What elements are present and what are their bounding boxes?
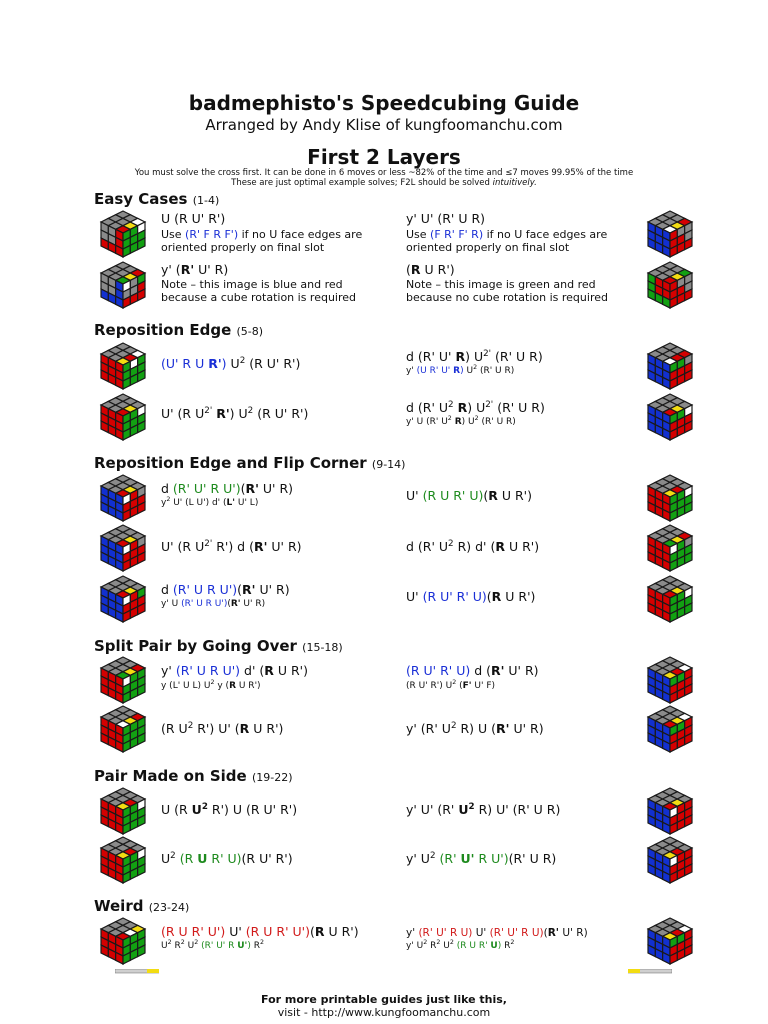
case-1-alg: U (R U' R') — [161, 211, 226, 226]
section-pair-made-on-side: Pair Made on Side (19-22) — [94, 767, 293, 785]
cube-diagram-icon — [646, 393, 694, 441]
case-12-alg: d (R' $U^2$ R) d' (R U R') — [406, 538, 540, 554]
cube-diagram-icon — [99, 261, 147, 309]
ruler-left-icon — [115, 969, 159, 975]
case-24-alt: y' $U^2$ $R^2$ $U^2$ (R U R' U) $R^2$ — [406, 939, 515, 951]
case-8-alg: d (R' $U^2$ R) $U^{2'}$ (R' U R) — [406, 399, 545, 415]
case-9-alg: d (R' U' R U')(R' U' R) — [161, 481, 294, 496]
section-reposition-edge: Reposition Edge (5-8) — [94, 321, 264, 339]
cube-diagram-icon — [99, 836, 147, 884]
cube-diagram-icon — [99, 787, 147, 835]
case-16-alt: (R U' R') $U^2$ (F' U' F) — [406, 679, 496, 691]
case-8-alt: y' U (R' $U^2$ R) $U^2$ (R' U R) — [406, 415, 516, 427]
cube-diagram-icon — [99, 393, 147, 441]
page-heading: First 2 Layers — [307, 145, 461, 169]
case-15-alt: y (L' U L) $U^2$ y (R U R') — [161, 679, 261, 691]
cube-diagram-icon — [646, 836, 694, 884]
footer — [0, 993, 768, 1019]
case-18-alg: y' (R' $U^2$ R) U (R' U' R) — [406, 720, 544, 736]
cube-diagram-icon — [646, 261, 694, 309]
cube-diagram-icon — [646, 342, 694, 390]
case-22-alg: y' $U^2$ (R' U' R U')(R' U R) — [406, 850, 557, 866]
case-23-alg: (R U R' U') U' (R U R' U')(R U R') — [161, 924, 359, 939]
case-7-alg: U' (R $U^{2'}$ R') $U^2$ (R U' R') — [161, 405, 309, 421]
cube-diagram-icon — [99, 705, 147, 753]
case-2-alg: y' U' (R' U R) — [406, 211, 486, 226]
case-4-note: Note – this image is green and red because no cube rotation is required — [406, 278, 608, 304]
cube-diagram-icon — [646, 210, 694, 258]
case-21-alg: $U^2$ (R U R' U)(R U' R') — [161, 850, 293, 866]
case-11-alg: U' (R $U^{2'}$ R') d (R' U' R) — [161, 538, 302, 554]
cube-diagram-icon — [99, 656, 147, 704]
ruler-right-icon — [628, 969, 672, 975]
section-weird: Weird (23-24) — [94, 897, 190, 915]
cube-diagram-icon — [646, 524, 694, 572]
cube-diagram-icon — [99, 342, 147, 390]
section-easy-cases: Easy Cases (1-4) — [94, 190, 220, 208]
section-reposition-edge-flip-corner: Reposition Edge and Flip Corner (9-14) — [94, 454, 406, 472]
guide-subtitle: Arranged by Andy Klise of kungfoomanchu.com — [205, 116, 563, 134]
cube-diagram-icon — [99, 474, 147, 522]
cube-diagram-icon — [646, 787, 694, 835]
cube-diagram-icon — [646, 705, 694, 753]
cube-diagram-icon — [646, 917, 694, 965]
case-3-alg: y' (R' U' R) — [161, 262, 229, 277]
cube-diagram-icon — [99, 917, 147, 965]
cube-diagram-icon — [99, 210, 147, 258]
case-5-alg: (U' R U R') $U^2$ (R U' R') — [161, 355, 301, 371]
case-23-alt: $U^2$ $R^2$ $U^2$ (R' U' R U') $R^2$ — [161, 939, 264, 951]
case-2-note: Use (F R' F' R) if no U face edges are oriented properly on final slot — [406, 228, 608, 254]
cube-diagram-icon — [646, 575, 694, 623]
footer-line-2: visit - http://www.kungfoomanchu.com — [277, 1006, 491, 1019]
case-20-alg: y' U' (R' $U^2$ R) U' (R' U R) — [406, 801, 561, 817]
case-14-alg: U' (R U' R' U)(R U R') — [406, 589, 536, 604]
case-13-alg: d (R' U R U')(R' U' R) — [161, 582, 290, 597]
case-17-alg: (R $U^2$ R') U' (R U R') — [161, 720, 284, 736]
case-10-alg: U' (R U R' U)(R U R') — [406, 488, 532, 503]
section-split-pair: Split Pair by Going Over (15-18) — [94, 637, 343, 655]
case-9-alt: $y^2$ U' (L U') d' (L' U' L) — [161, 496, 259, 508]
footer-line-1: For more printable guides just like this, — [261, 993, 507, 1006]
case-13-alt: y' U (R' U R U')(R' U' R) — [161, 599, 266, 609]
case-16-alg: (R U' R' U) d (R' U' R) — [406, 663, 539, 678]
cube-diagram-icon — [646, 474, 694, 522]
case-6-alt: y' (U R' U' R) $U^2$ (R' U R) — [406, 364, 515, 376]
case-3-note: Note – this image is blue and red because a cube rotation is required — [161, 278, 357, 304]
cube-diagram-icon — [646, 656, 694, 704]
cube-diagram-icon — [99, 575, 147, 623]
case-15-alg: y' (R' U R U') d' (R U R') — [161, 663, 308, 678]
case-6-alg: d (R' U' R) $U^{2'}$ (R' U R) — [406, 348, 543, 364]
intro-note-2: These are just optimal example solves; F2L should be solved intuitively. — [231, 178, 537, 188]
intro-note-1: You must solve the cross first. It can be done in 6 moves or less ~82% of the time and ≤7 moves 99.95% of the time — [134, 168, 634, 178]
case-4-alg: (R U R') — [406, 262, 455, 277]
case-24-alg: y' (R' U' R U) U' (R' U' R U)(R' U' R) — [406, 927, 588, 939]
case-19-alg: U (R $U^2$ R') U (R U' R') — [161, 801, 298, 817]
case-1-note: Use (R' F R F') if no U face edges are oriented properly on final slot — [161, 228, 363, 254]
cube-diagram-icon — [99, 524, 147, 572]
guide-title: badmephisto's Speedcubing Guide — [188, 91, 580, 115]
